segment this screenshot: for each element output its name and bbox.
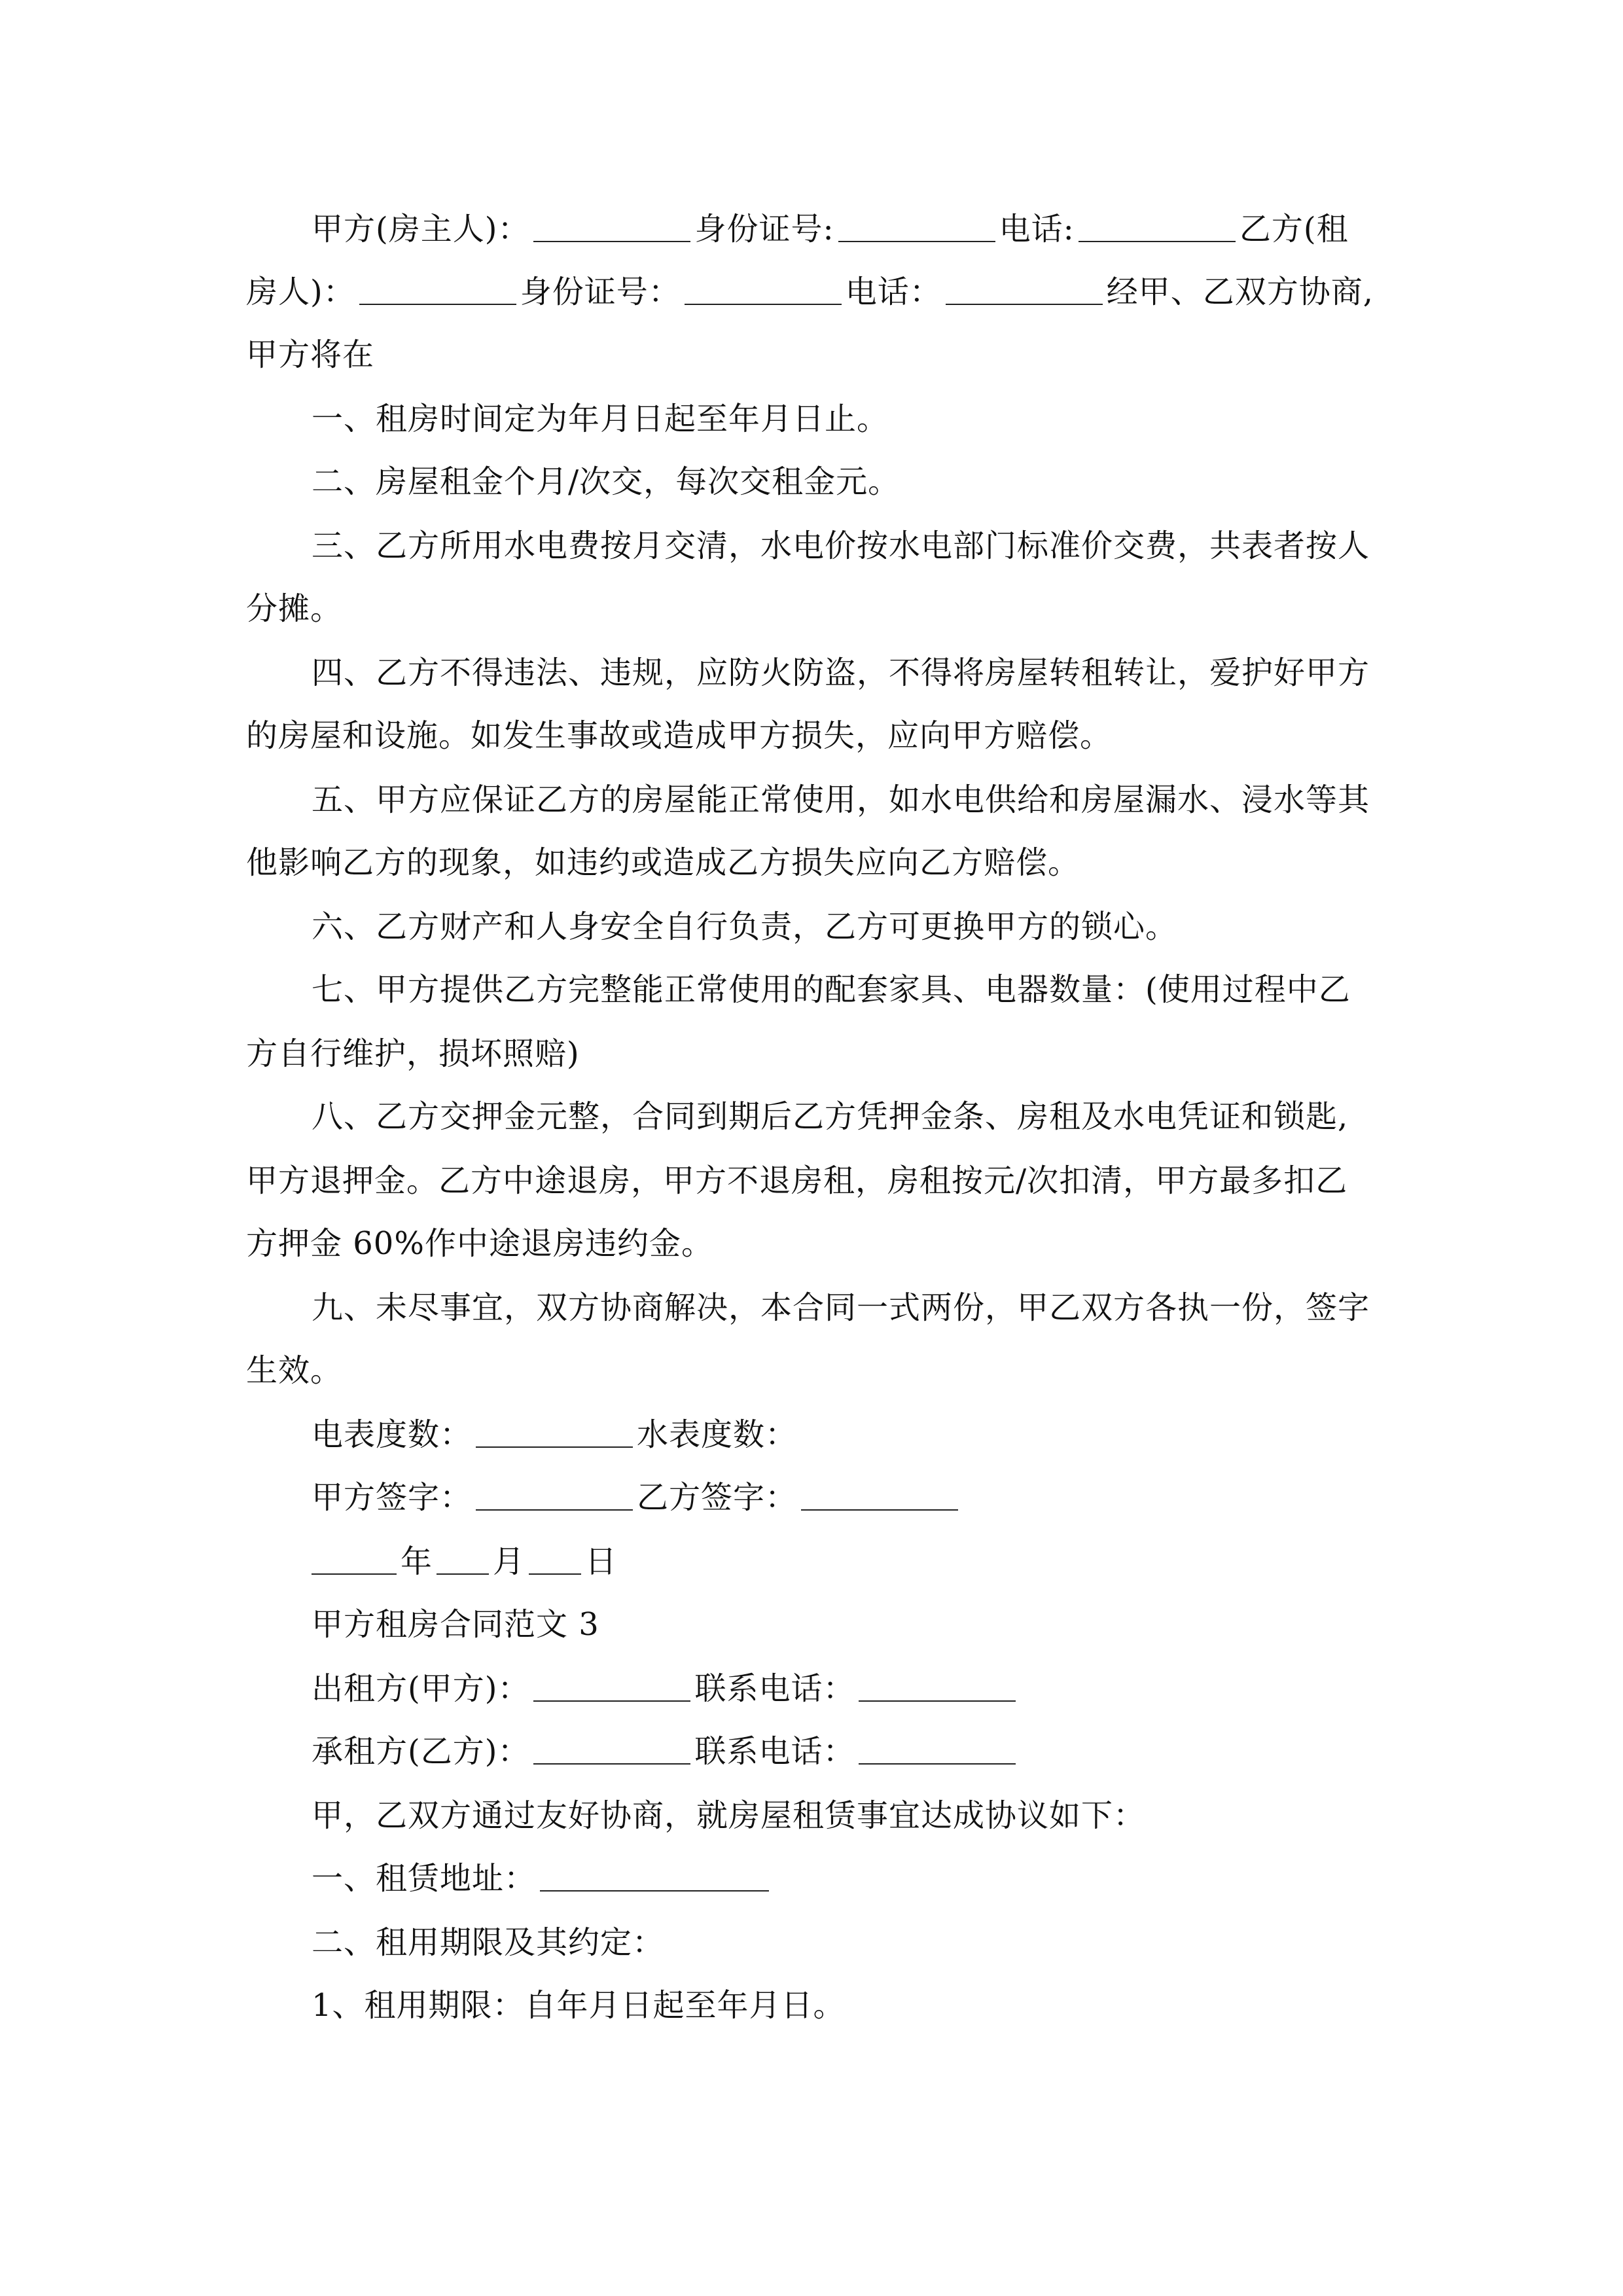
party-b-id-blank[interactable] — [685, 278, 842, 305]
lessor-line — [312, 1668, 1020, 1710]
date-year-label: 年 — [401, 1543, 433, 1580]
clause-3-line-2: 分摊。 — [246, 590, 343, 627]
clause-3-line-1: 三、乙方所用水电费按月交清，水电价按水电部门标准价交费，共表者按人 — [312, 528, 1370, 564]
date-day-blank[interactable] — [529, 1547, 581, 1575]
lessor-phone-label: 联系电话： — [694, 1670, 855, 1707]
date-line — [312, 1541, 617, 1583]
party-header-line-2 — [246, 271, 1374, 313]
header-tail: 经甲、乙双方协商, — [1106, 274, 1374, 310]
party-b-id-label: 身份证号： — [520, 274, 681, 310]
clause-8-line-1: 八、乙方交押金元整，合同到期后乙方凭押金条、房租及水电凭证和锁匙, — [312, 1098, 1349, 1135]
lessor-phone-blank[interactable] — [859, 1674, 1016, 1702]
address-line — [312, 1857, 773, 1899]
party-b-phone-label: 电话： — [845, 274, 942, 310]
clause-9-line-1: 九、未尽事宜，双方协商解决，本合同一式两份，甲乙双方各执一份，签字 — [312, 1289, 1370, 1326]
party-b-signature-label: 乙方签字： — [637, 1479, 798, 1516]
date-year-blank[interactable] — [312, 1547, 397, 1575]
party-b-label-end: 房人)： — [246, 274, 355, 310]
party-b-name-blank[interactable] — [359, 278, 516, 305]
lessor-name-blank[interactable] — [533, 1674, 690, 1702]
party-b-signature-blank[interactable] — [801, 1483, 958, 1511]
lessee-name-blank[interactable] — [533, 1737, 690, 1765]
clause-4-line-1: 四、乙方不得违法、违规，应防火防盗，不得将房屋转租转让，爱护好甲方 — [312, 655, 1370, 691]
clause-4-line-2: 的房屋和设施。如发生事故或造成甲方损失，应向甲方赔偿。 — [246, 717, 1113, 754]
clause-8-line-2: 甲方退押金。乙方中途退房，甲方不退房租，房租按元/次扣清，甲方最多扣乙 — [246, 1162, 1348, 1199]
party-a-name-blank[interactable] — [533, 215, 690, 242]
term-heading: 二、租用期限及其约定： — [312, 1924, 665, 1961]
party-header-line-1 — [312, 208, 1349, 250]
lessor-label: 出租方(甲方)： — [312, 1670, 530, 1707]
party-a-id-label: 身份证号: — [694, 211, 834, 247]
clause-6: 六、乙方财产和人身安全自行负责，乙方可更换甲方的锁心。 — [312, 908, 1178, 945]
clause-5-line-2: 他影响乙方的现象，如违约或造成乙方损失应向乙方赔偿。 — [246, 844, 1080, 881]
signature-line — [312, 1477, 962, 1518]
address-label: 一、租赁地址： — [312, 1860, 537, 1897]
term-item-1: 1、租用期限：自年月日起至年月日。 — [312, 1987, 846, 2024]
party-a-phone-blank[interactable] — [1079, 215, 1236, 242]
lessee-label: 承租方(乙方)： — [312, 1733, 530, 1770]
clause-8-line-3: 方押金 60%作中途退房违约金。 — [246, 1225, 713, 1262]
date-month-blank[interactable] — [437, 1547, 489, 1575]
party-b-phone-blank[interactable] — [946, 278, 1103, 305]
meter-readings-line — [312, 1414, 797, 1456]
party-a-id-blank[interactable] — [838, 215, 995, 242]
contract-3-title: 甲方租房合同范文 3 — [312, 1606, 599, 1643]
clause-7-line-1: 七、甲方提供乙方完整能正常使用的配套家具、电器数量：(使用过程中乙 — [312, 971, 1351, 1008]
clause-2: 二、房屋租金个月/次交，每次交租金元。 — [312, 463, 901, 500]
electric-meter-blank[interactable] — [476, 1420, 633, 1448]
clause-9-line-2: 生效。 — [246, 1352, 343, 1389]
contract-3-intro: 甲，乙双方通过友好协商，就房屋租赁事宜达成协议如下： — [312, 1797, 1146, 1834]
clause-7-line-2: 方自行维护，损坏照赔) — [246, 1035, 580, 1072]
party-a-signature-label: 甲方签字： — [312, 1479, 473, 1516]
lessee-phone-label: 联系电话： — [694, 1733, 855, 1770]
lessee-phone-blank[interactable] — [859, 1737, 1016, 1765]
lessee-line — [312, 1731, 1020, 1772]
clause-1: 一、租房时间定为年月日起至年月日止。 — [312, 401, 889, 437]
date-month-label: 月 — [493, 1543, 526, 1580]
party-a-phone-label: 电话: — [999, 211, 1075, 247]
clause-5-line-1: 五、甲方应保证乙方的房屋能正常使用，如水电供给和房屋漏水、浸水等其 — [312, 781, 1370, 818]
party-a-label: 甲方(房主人)： — [312, 211, 530, 247]
party-header-line-3: 甲方将在 — [246, 336, 375, 373]
party-b-label-start: 乙方(租 — [1239, 211, 1349, 247]
date-day-label: 日 — [585, 1543, 618, 1580]
water-meter-label: 水表度数： — [637, 1416, 798, 1453]
address-blank[interactable] — [540, 1864, 769, 1892]
party-a-signature-blank[interactable] — [476, 1483, 633, 1511]
electric-meter-label: 电表度数： — [312, 1416, 473, 1453]
